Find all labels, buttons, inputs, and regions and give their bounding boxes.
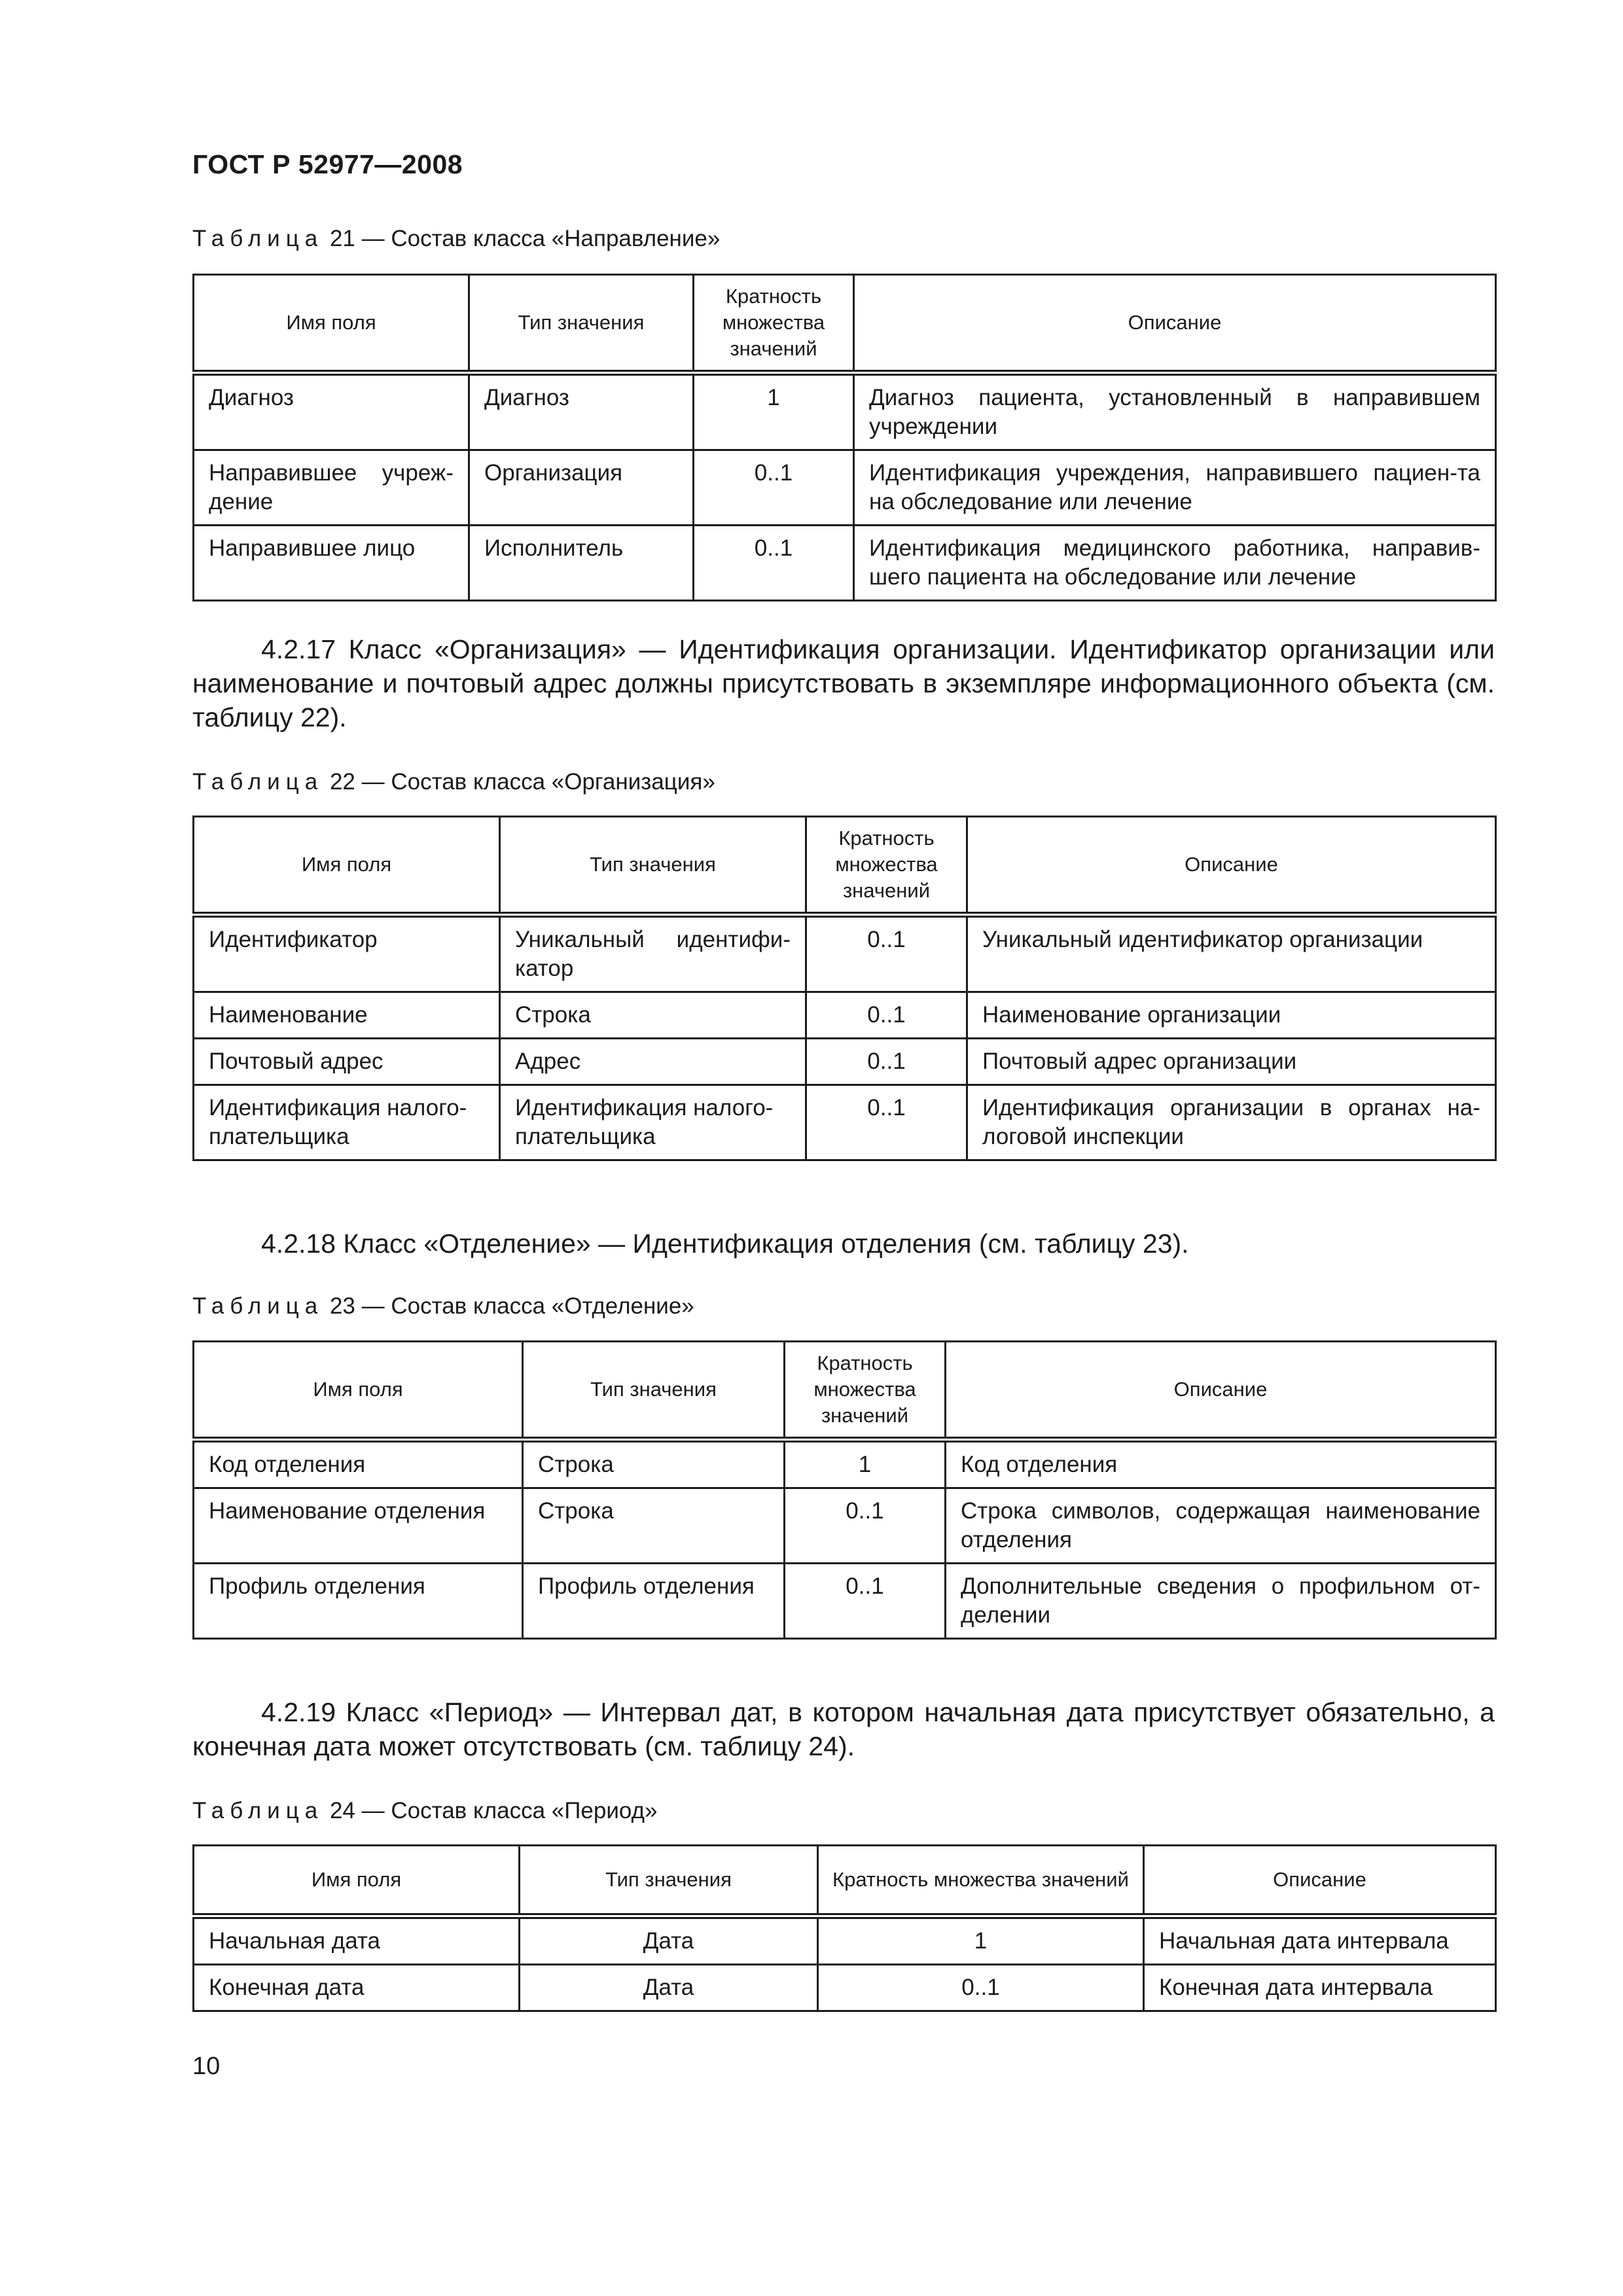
table-23-caption — [192, 1293, 694, 1319]
table-cell: Начальная дата интервала — [1144, 1916, 1496, 1965]
header-cell: Кратность множества значений — [785, 1342, 946, 1440]
caption-text: 22 — Состав класса «Организация» — [323, 769, 715, 795]
table-row — [194, 1488, 1496, 1564]
table-row — [194, 1085, 1496, 1160]
table-cell: Почтовый адрес организации — [967, 1039, 1496, 1085]
table-cell: Идентификация учреждения, направившего пациен-та на обследование или лечение — [854, 450, 1496, 526]
table-cell: Профиль отделения — [523, 1564, 785, 1639]
caption-word: Таблица — [192, 769, 324, 795]
caption-word: Таблица — [192, 1293, 324, 1319]
table-cell: Строка — [523, 1488, 785, 1564]
table-cell: Профиль отделения — [194, 1564, 523, 1639]
table-22-caption — [192, 769, 715, 795]
table-21-caption — [192, 226, 720, 252]
caption-text: 21 — Состав класса «Направление» — [323, 226, 721, 251]
table-header-row — [194, 817, 1496, 915]
table-cell: 1 — [785, 1440, 946, 1488]
page-number: 10 — [192, 2053, 221, 2080]
table-row — [194, 992, 1496, 1039]
header-cell: Описание — [1144, 1846, 1496, 1916]
caption-word: Таблица — [192, 226, 324, 251]
table-cell: Наименование отделения — [194, 1488, 523, 1564]
table-cell: Идентификатор — [194, 915, 500, 992]
table-cell: 0..1 — [694, 450, 854, 526]
table-cell: 0..1 — [694, 526, 854, 601]
table-cell: Идентификация медицинского работника, направив-шего пациента на обследование или лечение — [854, 526, 1496, 601]
header-cell: Имя поля — [194, 275, 469, 373]
table-cell: Диагноз — [194, 373, 469, 450]
table-cell: Наименование — [194, 992, 500, 1039]
table-cell: 0..1 — [806, 915, 967, 992]
table-cell: Диагноз — [469, 373, 694, 450]
table-cell: 0..1 — [785, 1488, 946, 1564]
table-cell: Почтовый адрес — [194, 1039, 500, 1085]
table-cell: Исполнитель — [469, 526, 694, 601]
table-cell: Конечная дата — [194, 1965, 520, 2011]
table-cell: 0..1 — [785, 1564, 946, 1639]
table-row — [194, 1916, 1496, 1965]
table-cell: 1 — [818, 1916, 1144, 1965]
table-cell: Уникальный идентифи-катор — [500, 915, 806, 992]
table-cell: Дата — [520, 1965, 818, 2011]
table-cell: 0..1 — [806, 992, 967, 1039]
document-header: ГОСТ Р 52977—2008 — [192, 149, 463, 179]
paragraph-4-2-17: 4.2.17 Класс «Организация» — Идентификация организации. Идентификатор организации или наименование и почтовый адрес должны присутствовать в экземпляре информационного объекта (см. таблицу 22). — [192, 634, 1495, 732]
table-cell: 0..1 — [806, 1039, 967, 1085]
table-cell: Идентификация налого-плательщика — [500, 1085, 806, 1160]
table-23 — [192, 1340, 1497, 1640]
table-cell: 0..1 — [806, 1085, 967, 1160]
table-cell: Код отделения — [946, 1440, 1496, 1488]
table-21 — [192, 274, 1497, 601]
paragraph-4-2-19: 4.2.19 Класс «Период» — Интервал дат, в котором начальная дата присутствует обязательно, а конечная дата может отсутствовать (см. таблицу 24). — [192, 1697, 1495, 1761]
table-header-row — [194, 1342, 1496, 1440]
paragraph-4-2-18: 4.2.18 Класс «Отделение» — Идентификация отделения (см. таблицу 23). — [261, 1229, 1189, 1259]
table-cell: Начальная дата — [194, 1916, 520, 1965]
table-row — [194, 1039, 1496, 1085]
caption-text: 24 — Состав класса «Период» — [323, 1798, 658, 1823]
header-cell: Кратность множества значений — [806, 817, 967, 915]
table-cell: Направившее учреж-дение — [194, 450, 469, 526]
table-cell: 1 — [694, 373, 854, 450]
table-24-caption — [192, 1798, 657, 1824]
table-cell: Строка символов, содержащая наименование отделения — [946, 1488, 1496, 1564]
table-cell: Строка — [523, 1440, 785, 1488]
table-cell: 0..1 — [818, 1965, 1144, 2011]
table-row — [194, 526, 1496, 601]
table-cell: Код отделения — [194, 1440, 523, 1488]
header-cell: Тип значения — [520, 1846, 818, 1916]
table-row — [194, 1965, 1496, 2011]
table-cell: Идентификация организации в органах на-логовой инспекции — [967, 1085, 1496, 1160]
table-row — [194, 1440, 1496, 1488]
table-header-row — [194, 275, 1496, 373]
caption-word: Таблица — [192, 1798, 324, 1823]
header-cell: Описание — [946, 1342, 1496, 1440]
table-row — [194, 915, 1496, 992]
table-cell: Организация — [469, 450, 694, 526]
table-cell: Наименование организации — [967, 992, 1496, 1039]
table-cell: Дата — [520, 1916, 818, 1965]
table-row — [194, 373, 1496, 450]
table-cell: Идентификация налого-плательщика — [194, 1085, 500, 1160]
table-22 — [192, 816, 1497, 1161]
table-header-row — [194, 1846, 1496, 1916]
table-row — [194, 1564, 1496, 1639]
header-cell: Имя поля — [194, 817, 500, 915]
header-cell: Тип значения — [523, 1342, 785, 1440]
header-cell: Кратность множества значений — [818, 1846, 1144, 1916]
table-cell: Адрес — [500, 1039, 806, 1085]
table-cell: Направившее лицо — [194, 526, 469, 601]
table-cell: Конечная дата интервала — [1144, 1965, 1496, 2011]
table-cell: Дополнительные сведения о профильном от-делении — [946, 1564, 1496, 1639]
header-cell: Описание — [967, 817, 1496, 915]
header-cell: Описание — [854, 275, 1496, 373]
header-cell: Тип значения — [469, 275, 694, 373]
header-cell: Кратность множества значений — [694, 275, 854, 373]
table-row — [194, 450, 1496, 526]
header-cell: Имя поля — [194, 1342, 523, 1440]
header-cell: Тип значения — [500, 817, 806, 915]
table-cell: Строка — [500, 992, 806, 1039]
table-24 — [192, 1844, 1497, 2012]
table-cell: Диагноз пациента, установленный в направившем учреждении — [854, 373, 1496, 450]
header-cell: Имя поля — [194, 1846, 520, 1916]
caption-text: 23 — Состав класса «Отделение» — [323, 1293, 694, 1319]
table-cell: Уникальный идентификатор организации — [967, 915, 1496, 992]
